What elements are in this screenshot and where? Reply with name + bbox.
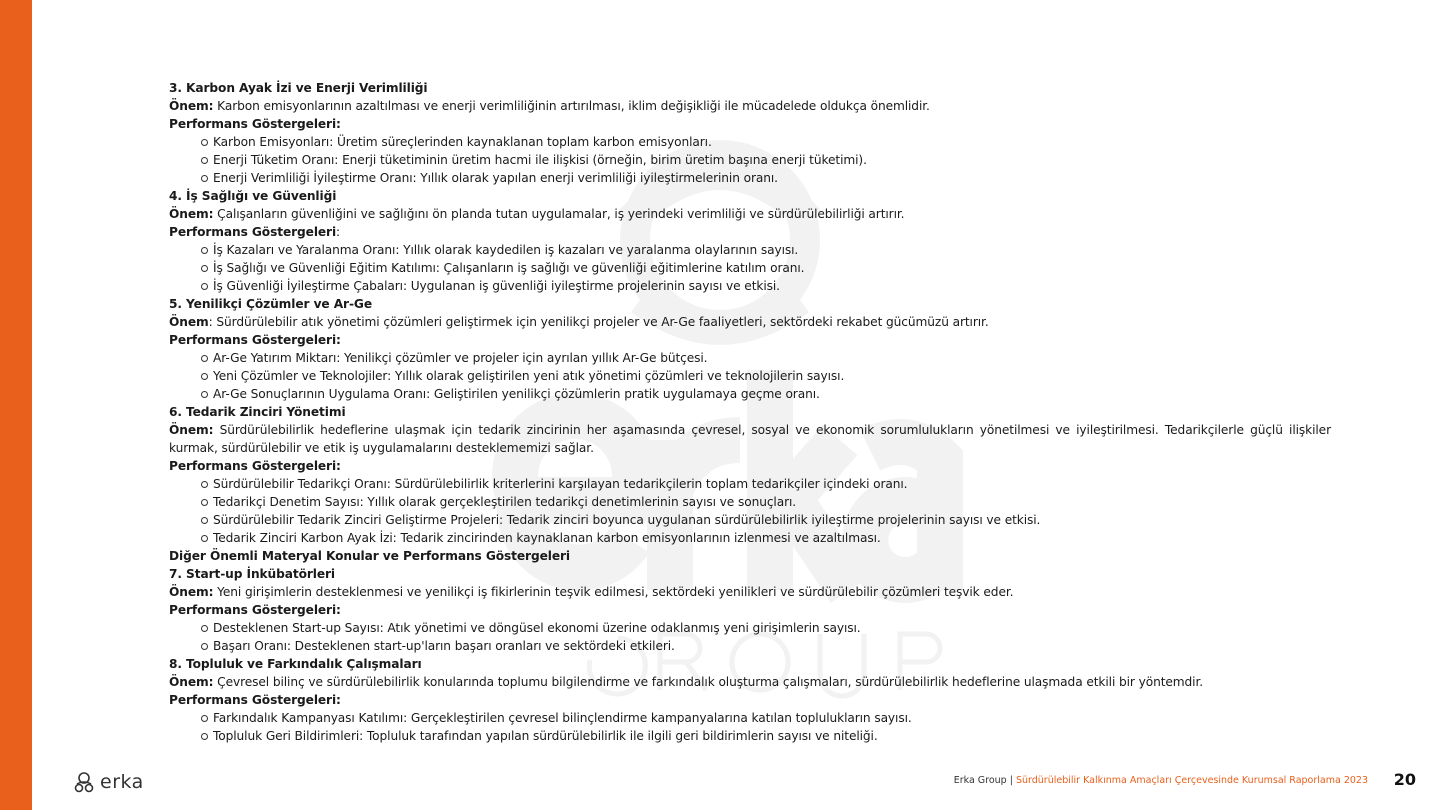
footer-report-title: Sürdürülebilir Kalkınma Amaçları Çerçevesinde Kurumsal Raporlama 2023 <box>1015 775 1368 786</box>
performance-indicators-heading <box>169 223 1331 241</box>
section <box>169 403 1331 547</box>
importance-paragraph <box>169 313 1331 331</box>
importance-paragraph <box>169 673 1331 691</box>
indicator-list <box>169 619 1331 655</box>
importance-label: Önem: <box>169 207 214 221</box>
section <box>169 655 1331 745</box>
footer-text <box>954 775 1368 786</box>
indicator-item: Desteklenen Start-up Sayısı: Atık yönetimi ve döngüsel ekonomi üzerine odaklanmış yeni girişimlerin sayısı. <box>213 619 1331 637</box>
importance-text: Yeni girişimlerin desteklenmesi ve yenilikçi iş fikirlerinin teşvik edilmesi, sektördeki yenilikleri ve sürdürülebilir çözümleri teşvik eder. <box>213 585 1014 599</box>
importance-text: : Sürdürülebilir atık yönetimi çözümleri geliştirmek için yenilikçi projeler ve Ar-Ge faaliyetleri, sektördeki rekabet gücümüzü artırır. <box>208 315 989 329</box>
indicator-list <box>169 349 1331 403</box>
section-title: 5. Yenilikçi Çözümler ve Ar-Ge <box>169 297 372 311</box>
indicator-list <box>169 475 1331 547</box>
indicator-item: Tedarikçi Denetim Sayısı: Yıllık olarak gerçekleştirilen tedarikçi denetimlerinin sayısı ve sonuçları. <box>213 493 1331 511</box>
performance-label: Performans Göstergeleri <box>169 225 337 239</box>
erka-logo <box>72 770 144 794</box>
performance-label: Performans Göstergeleri: <box>169 693 341 707</box>
performance-indicators-heading <box>169 601 1331 619</box>
performance-indicators-heading <box>169 331 1331 349</box>
indicator-item: İş Sağlığı ve Güvenliği Eğitim Katılımı: Çalışanların iş sağlığı ve güvenliği eğitimlerine katılım oranı. <box>213 259 1331 277</box>
indicator-item: Sürdürülebilir Tedarikçi Oranı: Sürdürülebilirlik kriterlerini karşılayan tedarikçilerin toplam tedarikçiler içindeki oranı. <box>213 475 1331 493</box>
indicator-item: İş Güvenliği İyileştirme Çabaları: Uygulanan iş güvenliği iyileştirme projelerinin sayısı ve etkisi. <box>213 277 1331 295</box>
indicator-item: Yeni Çözümler ve Teknolojiler: Yıllık olarak geliştirilen yeni atık yönetimi çözümleri ve teknolojilerin sayısı. <box>213 367 1331 385</box>
section-title: 6. Tedarik Zinciri Yönetimi <box>169 405 346 419</box>
side-accent-bar <box>0 0 32 810</box>
section <box>169 295 1331 403</box>
indicator-list <box>169 709 1331 745</box>
indicator-item: Ar-Ge Sonuçlarının Uygulama Oranı: Geliştirilen yenilikçi çözümlerin pratik uygulamaya geçme oranı. <box>213 385 1331 403</box>
footer-separator: | <box>1006 775 1016 786</box>
importance-paragraph <box>169 97 1331 115</box>
indicator-item: Enerji Verimliliği İyileştirme Oranı: Yıllık olarak yapılan enerji verimliliği iyileştirmelerinin oranı. <box>213 169 1331 187</box>
subheading-other-topics: Diğer Önemli Materyal Konular ve Performans Göstergeleri <box>169 549 570 563</box>
importance-text: Karbon emisyonlarının azaltılması ve enerji verimliliğinin artırılması, iklim değişikliği ile mücadelede oldukça önemlidir. <box>213 99 930 113</box>
section <box>169 187 1331 295</box>
indicator-item: Enerji Tüketim Oranı: Enerji tüketiminin üretim hacmi ile ilişkisi (örneğin, birim üretim başına enerji tüketimi). <box>213 151 1331 169</box>
logo-text: erka <box>100 771 144 793</box>
page-number: 20 <box>1393 770 1416 789</box>
indicator-item: Tedarik Zinciri Karbon Ayak İzi: Tedarik zincirinden kaynaklanan karbon emisyonlarının izlenmesi ve azaltılması. <box>213 529 1331 547</box>
importance-paragraph <box>169 205 1331 223</box>
importance-label: Önem: <box>169 675 214 689</box>
performance-label: Performans Göstergeleri: <box>169 459 341 473</box>
performance-indicators-heading <box>169 691 1331 709</box>
importance-text: Çalışanların güvenliğini ve sağlığını ön planda tutan uygulamalar, iş yerindeki verimliliği ve sürdürülebilirliği artırır. <box>213 207 905 221</box>
section <box>169 79 1331 187</box>
performance-indicators-heading <box>169 457 1331 475</box>
importance-paragraph <box>169 583 1331 601</box>
importance-label: Önem: <box>169 585 214 599</box>
indicator-item: İş Kazaları ve Yaralanma Oranı: Yıllık olarak kaydedilen iş kazaları ve yaralanma olaylarının sayısı. <box>213 241 1331 259</box>
indicator-item: Karbon Emisyonları: Üretim süreçlerinden kaynaklanan toplam karbon emisyonları. <box>213 133 1331 151</box>
indicator-item: Topluluk Geri Bildirimleri: Topluluk tarafından yapılan sürdürülebilirlik ile ilgili geri bildirimlerin sayısı ve niteliği. <box>213 727 1331 745</box>
section-title: 7. Start-up İnkübatörleri <box>169 567 336 581</box>
indicator-item: Farkındalık Kampanyası Katılımı: Gerçekleştirilen çevresel bilinçlendirme kampanyalarına katılan toplulukların sayısı. <box>213 709 1331 727</box>
performance-label: Performans Göstergeleri: <box>169 603 341 617</box>
document-body <box>169 79 1331 745</box>
importance-text: Sürdürülebilirlik hedeflerine ulaşmak için tedarik zincirinin her aşamasında çevresel, sosyal ve ekonomik sorumlulukların yönetilmesi ve iyileştirilmesi. Tedarikçilerle güçlü ilişkiler kurmak, sürdürülebilir ve etik iş uygulamalarını desteklememizi sağlar. <box>169 423 1331 455</box>
section-title: 4. İş Sağlığı ve Güvenliği <box>169 189 337 203</box>
indicator-item: Ar-Ge Yatırım Miktarı: Yenilikçi çözümler ve projeler için ayrılan yıllık Ar-Ge bütçesi. <box>213 349 1331 367</box>
importance-label: Önem: <box>169 423 214 437</box>
importance-text: Çevresel bilinç ve sürdürülebilirlik konularında toplumu bilgilendirme ve farkındalık oluşturma çalışmaları, sürdürülebilirlik hedeflerine ulaşmada etkili bir yöntemdir. <box>213 675 1204 689</box>
indicator-item: Sürdürülebilir Tedarik Zinciri Geliştirme Projeleri: Tedarik zinciri boyunca uygulanan sürdürülebilirlik iyileştirme projelerinin sayısı ve etkisi. <box>213 511 1331 529</box>
performance-label-suffix: : <box>336 225 341 239</box>
importance-label: Önem <box>169 315 209 329</box>
performance-label: Performans Göstergeleri: <box>169 333 341 347</box>
importance-paragraph <box>169 421 1331 457</box>
section-title: 3. Karbon Ayak İzi ve Enerji Verimliliği <box>169 81 428 95</box>
importance-label: Önem: <box>169 99 214 113</box>
footer-company: Erka Group <box>953 775 1007 786</box>
performance-indicators-heading <box>169 115 1331 133</box>
erka-logo-icon <box>72 770 96 794</box>
indicator-list <box>169 133 1331 187</box>
indicator-item: Başarı Oranı: Desteklenen start-up'ların başarı oranları ve sektördeki etkileri. <box>213 637 1331 655</box>
indicator-list <box>169 241 1331 295</box>
performance-label: Performans Göstergeleri: <box>169 117 341 131</box>
section <box>169 565 1331 655</box>
section-title: 8. Topluluk ve Farkındalık Çalışmaları <box>169 657 422 671</box>
